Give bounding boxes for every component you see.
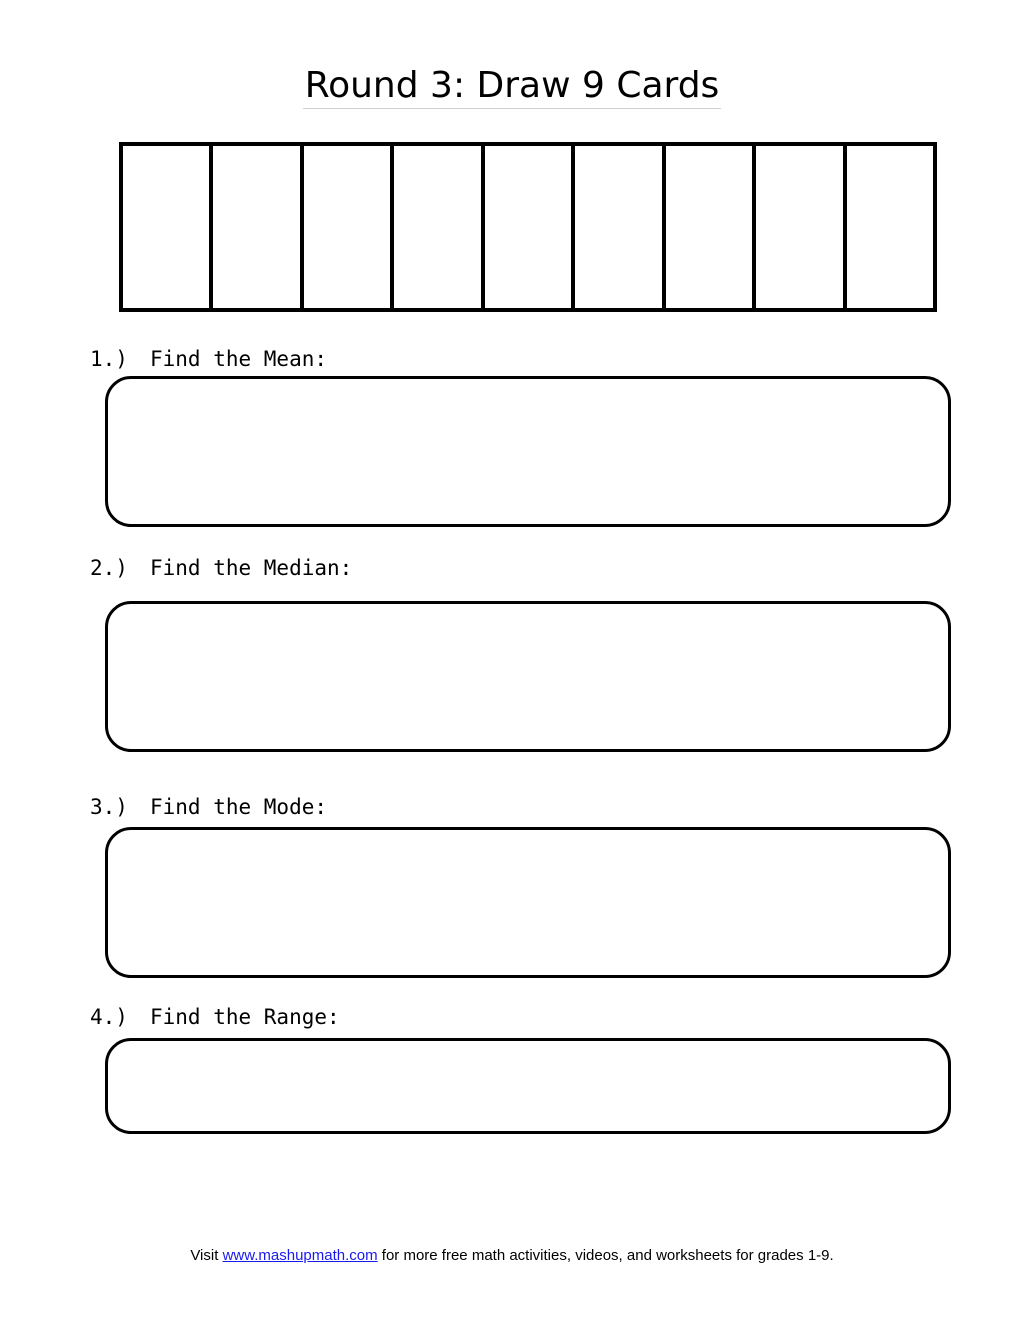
card-slot[interactable] — [575, 146, 665, 308]
card-slot[interactable] — [304, 146, 394, 308]
question-text: Find the Range: — [150, 1005, 340, 1029]
worksheet-title — [0, 64, 1024, 108]
worksheet-title-text: Round 3: Draw 9 Cards — [303, 65, 722, 109]
card-slot[interactable] — [213, 146, 303, 308]
question-number: 4.) — [90, 1005, 128, 1029]
range-answer-box[interactable] — [105, 1038, 951, 1134]
question-number: 1.) — [90, 347, 128, 371]
mean-answer-box[interactable] — [105, 376, 951, 527]
mode-answer-box[interactable] — [105, 827, 951, 978]
question-4-label — [90, 1004, 340, 1030]
footer-prefix: Visit — [190, 1247, 223, 1264]
question-2-label — [90, 555, 352, 581]
question-number: 2.) — [90, 556, 128, 580]
question-text: Find the Mean: — [150, 347, 328, 371]
question-text: Find the Mode: — [150, 795, 328, 819]
card-slot[interactable] — [847, 146, 933, 308]
question-text: Find the Median: — [150, 556, 353, 580]
question-3-label — [90, 794, 327, 820]
footer-note — [0, 1246, 1024, 1266]
card-slot[interactable] — [123, 146, 213, 308]
card-slot[interactable] — [666, 146, 756, 308]
median-answer-box[interactable] — [105, 601, 951, 752]
question-1-label — [90, 346, 327, 372]
card-slot[interactable] — [485, 146, 575, 308]
website-link[interactable]: www.mashupmath.com — [222, 1247, 378, 1264]
card-slots-row — [119, 142, 937, 312]
card-slot[interactable] — [394, 146, 484, 308]
question-number: 3.) — [90, 795, 128, 819]
card-slot[interactable] — [756, 146, 846, 308]
footer-suffix: for more free math activities, videos, and worksheets for grades 1-9. — [377, 1247, 834, 1264]
